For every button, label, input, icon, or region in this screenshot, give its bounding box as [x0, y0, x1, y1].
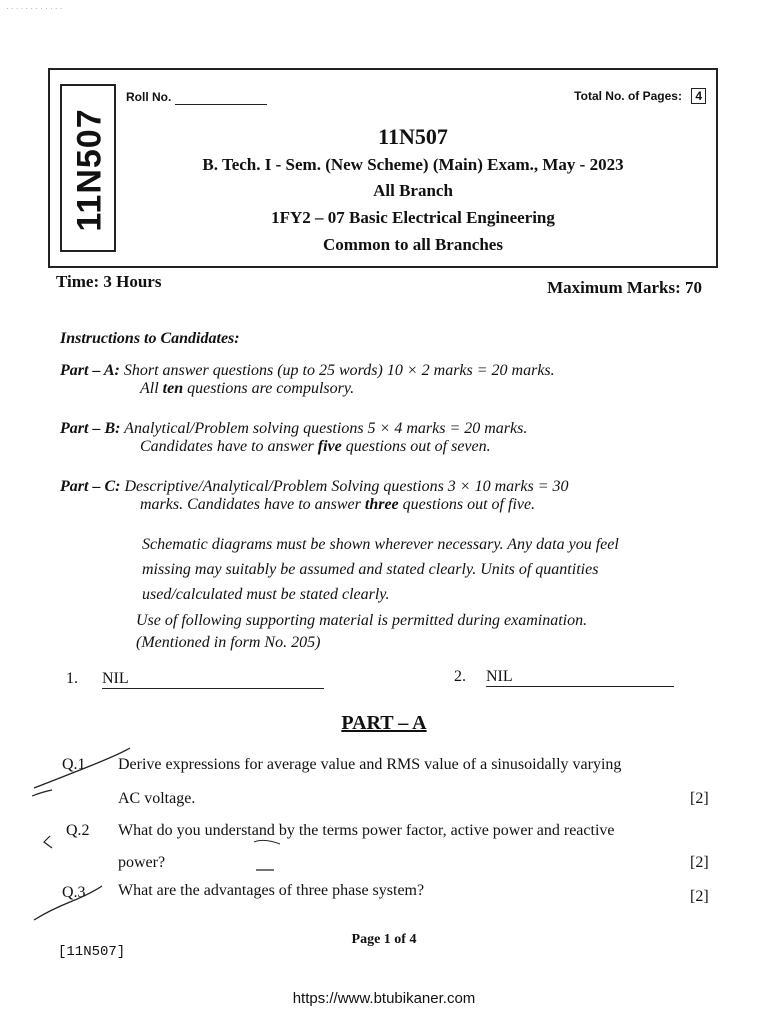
material-2-value — [486, 668, 674, 687]
paper-code: 11N507 — [378, 124, 448, 149]
scan-artifact: · · · · · · · · · · · · — [6, 4, 63, 13]
part-a-instruction — [60, 362, 700, 398]
q1-line1: Derive expressions for average value and RMS value of a sinusoidally varying — [118, 756, 622, 773]
general-notes — [142, 532, 712, 607]
roll-no-field — [175, 90, 267, 105]
header-box — [48, 68, 718, 268]
note-line3: used/calculated must be stated clearly. — [142, 586, 390, 603]
part-b-line2-bold: five — [317, 438, 342, 455]
header-center — [50, 122, 716, 258]
q2-marks: [2] — [690, 854, 709, 871]
roll-no — [126, 90, 267, 105]
q3-num: Q.3 — [62, 884, 86, 901]
total-pages-value: 4 — [691, 88, 706, 104]
material-1-value — [102, 670, 324, 689]
footer-code: [11N507] — [58, 944, 126, 960]
part-b-line2-pre: Candidates have to answer — [140, 438, 314, 455]
material-1-num: 1. — [66, 670, 78, 687]
part-a-line2-bold: ten — [162, 380, 184, 397]
material-1-text: NIL — [102, 670, 129, 687]
total-pages — [574, 88, 706, 104]
part-b-line2-post: questions out of seven. — [345, 438, 491, 455]
part-b-line1: Analytical/Problem solving questions 5 × 4 marks = 20 marks. — [124, 420, 528, 437]
branch: All Branch — [373, 181, 453, 200]
material-2-num: 2. — [454, 668, 466, 685]
material-1 — [66, 670, 324, 689]
total-pages-label: Total No. of Pages: — [574, 89, 682, 103]
part-c-line2-bold: three — [364, 496, 399, 513]
q1-line2: AC voltage. — [118, 790, 196, 807]
q1-num: Q.1 — [62, 756, 86, 773]
supporting-material — [136, 610, 711, 654]
part-c-instruction — [60, 478, 700, 514]
common-branches: Common to all Branches — [323, 235, 503, 254]
part-a-line2-post: questions are compulsory. — [187, 380, 355, 397]
part-a-line1: Short answer questions (up to 25 words) 10 × 2 marks = 20 marks. — [123, 362, 555, 379]
instructions-title: Instructions to Candidates: — [60, 330, 240, 347]
footer-url[interactable]: https://www.btubikaner.com — [292, 990, 476, 1007]
part-c-label: Part – C: — [60, 478, 121, 495]
note-line1: Schematic diagrams must be shown wherever necessary. Any data you feel — [142, 536, 619, 553]
time: Time: 3 Hours — [56, 272, 162, 291]
q3-marks: [2] — [690, 888, 709, 905]
side-code: 11N507 — [70, 108, 109, 232]
part-a-label: Part – A: — [60, 362, 120, 379]
part-a-line2-pre: All — [140, 380, 159, 397]
q2-line1: What do you understand by the terms power factor, active power and reactive — [118, 822, 615, 839]
q2-line2: power? — [118, 854, 166, 871]
pen-marks — [30, 740, 140, 930]
part-c-line2-post: questions out of five. — [402, 496, 536, 513]
q1-marks: [2] — [690, 790, 709, 807]
note-line2: missing may suitably be assumed and stated clearly. Units of quantities — [142, 561, 599, 578]
roll-no-label: Roll No. — [126, 90, 172, 104]
part-c-line1: Descriptive/Analytical/Problem Solving questions 3 × 10 marks = 30 — [124, 478, 569, 495]
part-c-line2-pre: marks. Candidates have to answer — [140, 496, 361, 513]
subject: 1FY2 – 07 Basic Electrical Engineering — [271, 208, 555, 227]
max-marks: Maximum Marks: 70 — [547, 278, 702, 297]
part-a-heading-wrap — [0, 712, 768, 735]
material-2 — [454, 668, 674, 687]
material-2-text: NIL — [486, 668, 513, 685]
support-line1: Use of following supporting material is permitted during examination. — [136, 612, 588, 629]
q2-num: Q.2 — [66, 822, 90, 839]
part-b-label: Part – B: — [60, 420, 121, 437]
page-number: Page 1 of 4 — [351, 932, 417, 947]
pen-tick — [250, 838, 290, 878]
exam-title: B. Tech. I - Sem. (New Scheme) (Main) Exam., May - 2023 — [202, 155, 624, 174]
part-a-heading: PART – A — [341, 712, 427, 734]
q3-line1: What are the advantages of three phase system? — [118, 882, 425, 899]
support-line2: (Mentioned in form No. 205) — [136, 634, 321, 651]
part-b-instruction — [60, 420, 700, 456]
